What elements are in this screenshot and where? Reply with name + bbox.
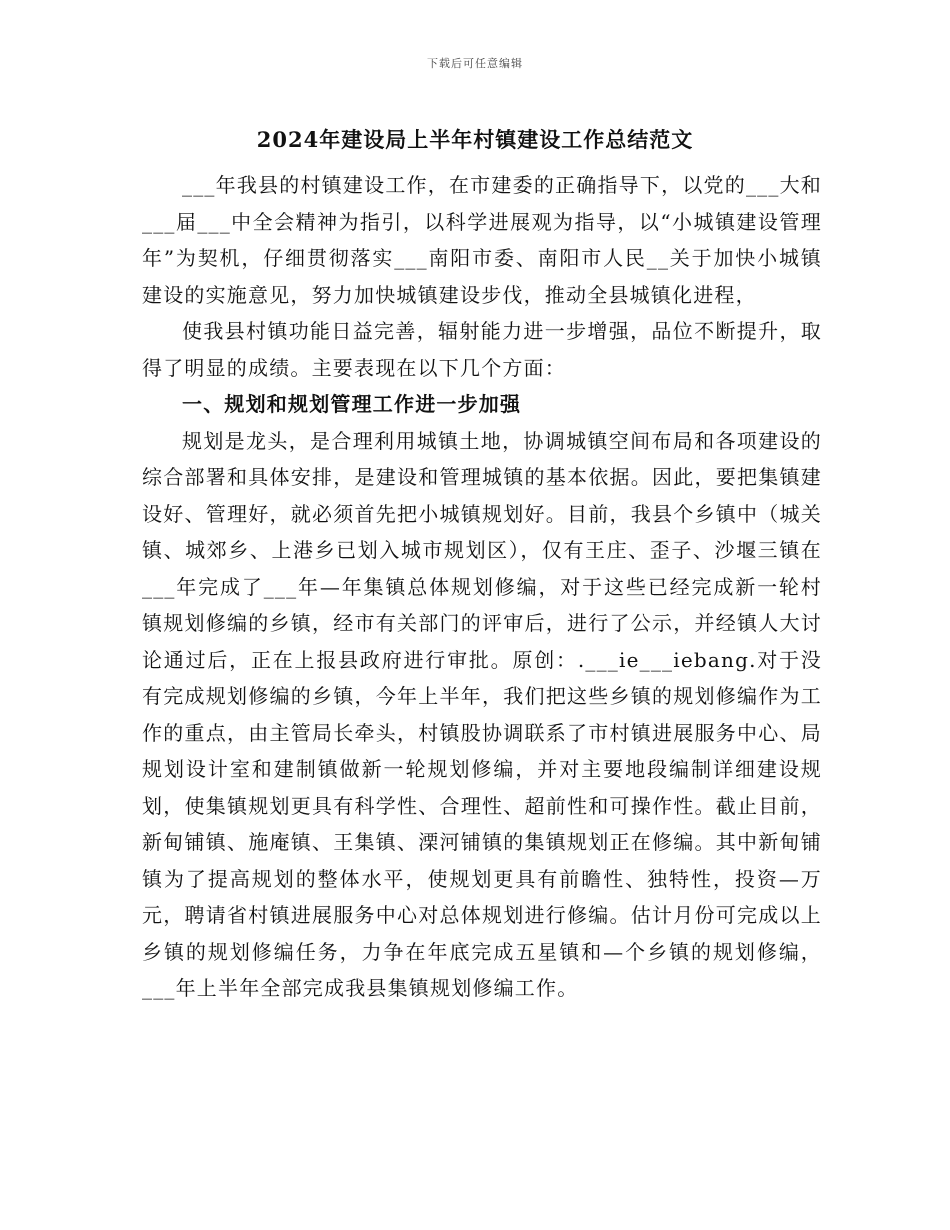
paragraph-intro: ___年我县的村镇建设工作，在市建委的正确指导下，以党的___大和___届___中全会精神为指引，以科学进展观为指导，以“小城镇建设管理年”为契机，仔细贯彻落实___南阳市委、南阳市人民__关于加快小城镇建设的实施意见，努力加快城镇建设步伐，推动全县城镇化进程，	[142, 173, 822, 307]
section-heading-planning: 一、规划和规划管理工作进一步加强	[182, 392, 522, 416]
paragraph-achievements: 使我县村镇功能日益完善，辐射能力进一步增强，品位不断提升，取得了明显的成绩。主要表现在以下几个方面：	[142, 319, 822, 380]
page-header-note: 下载后可任意编辑	[427, 57, 523, 70]
paragraph-planning: 规划是龙头，是合理利用城镇土地，协调城镇空间布局和各项建设的综合部署和具体安排，是建设和管理城镇的基本依据。因此，要把集镇建设好、管理好，就必须首先把小城镇规划好。目前，我县个乡镇中（城关镇、城郊乡、上港乡已划入城市规划区），仅有王庄、歪子、沙堰三镇在___年完成了___年—年集镇总体规划修编，对于这些已经完成新一轮村镇规划修编的乡镇，经市有关部门的评审后，进行了公示，并经镇人大讨论通过后，正在上报县政府进行审批。原创：.___ie___iebang.对于没有完成规划修编的乡镇，今年上半年，我们把这些乡镇的规划修编作为工作的重点，由主管局长牵头，村镇股协调联系了市村镇进展服务中心、局规划设计室和建制镇做新一轮规划修编，并对主要地段编制详细建设规划，使集镇规划更具有科学性、合理性、超前性和可操作性。截止目前，新甸铺镇、施庵镇、王集镇、溧河铺镇的集镇规划正在修编。其中新甸铺镇为了提高规划的整体水平，使规划更具有前瞻性、独特性，投资—万元，聘请省村镇进展服务中心对总体规划进行修编。估计月份可完成以上乡镇的规划修编任务，力争在年底完成五星镇和—个乡镇的规划修编，___年上半年全部完成我县集镇规划修编工作。	[142, 428, 822, 1000]
document-body	[142, 167, 822, 1007]
document-title: 2024年建设局上半年村镇建设工作总结范文	[256, 127, 694, 152]
